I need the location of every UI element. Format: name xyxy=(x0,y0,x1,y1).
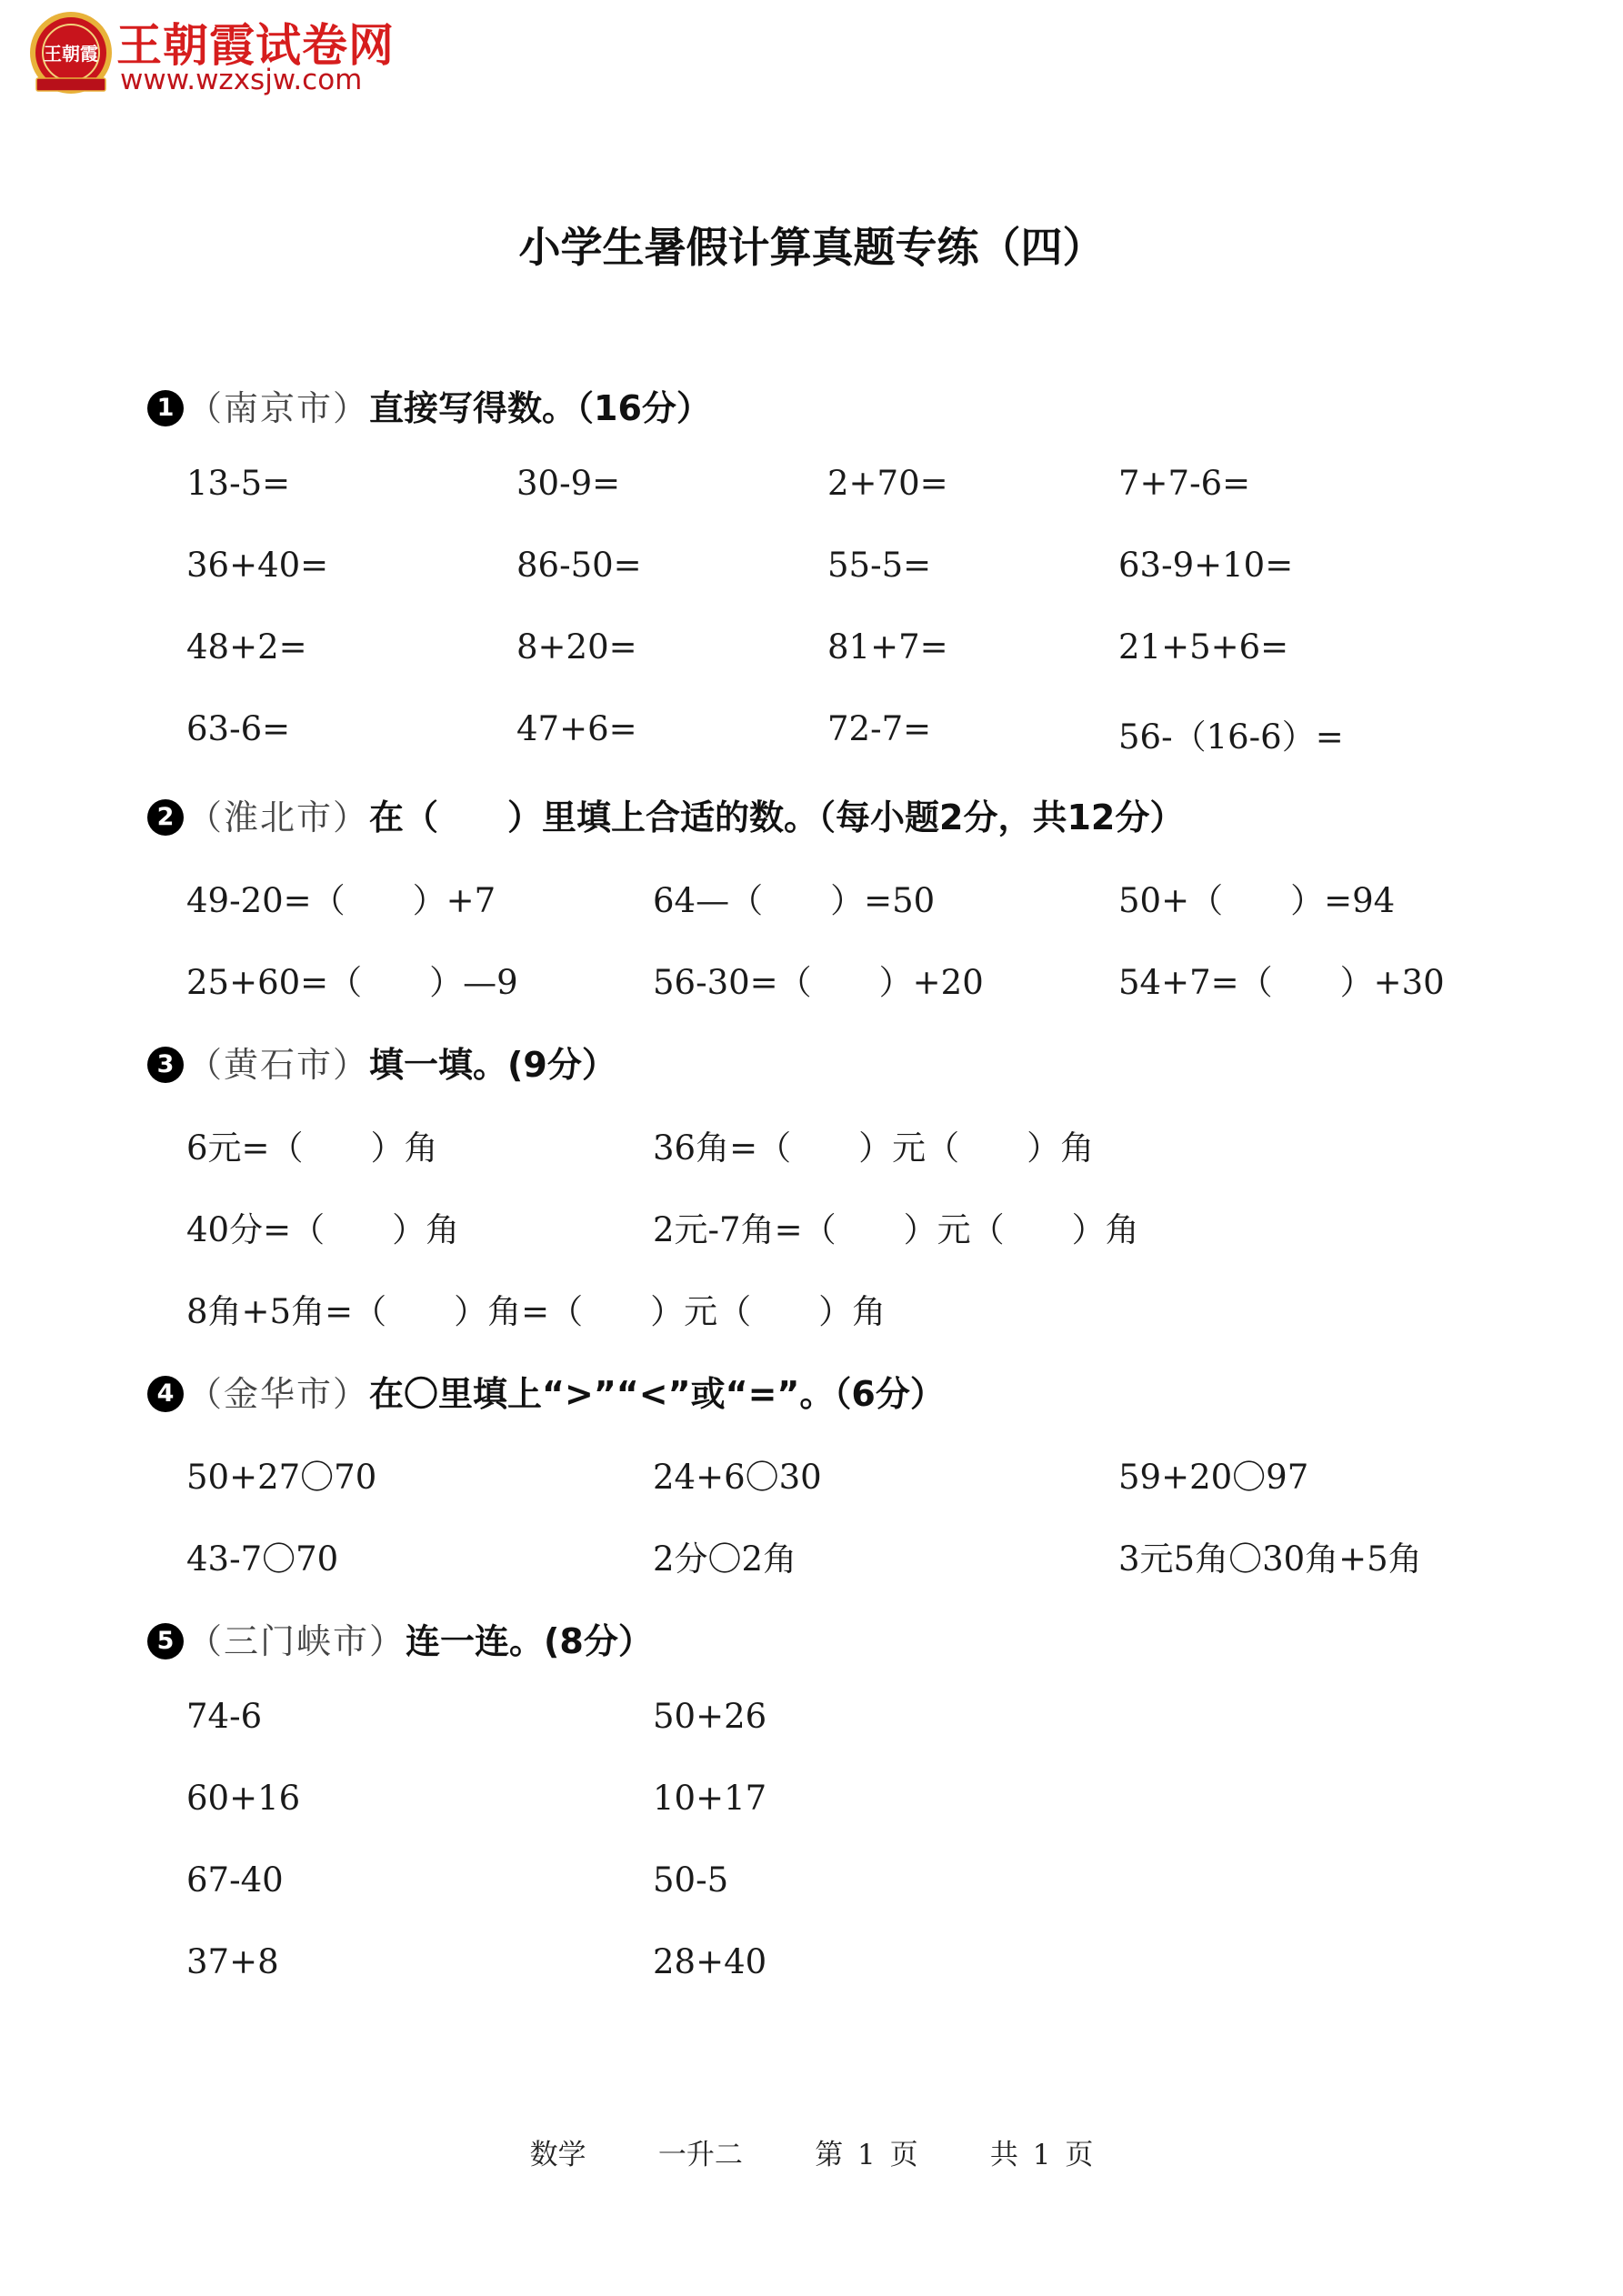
question-text: 直接写得数。（16分） xyxy=(369,388,711,428)
brand-url[interactable]: www.wzxsjw.com xyxy=(120,64,363,96)
q4-item: 2分〇2角 xyxy=(653,1539,797,1579)
q3-item: 2元-7角=（ ）元（ ）角 xyxy=(653,1210,1139,1249)
question-text: 填一填。(9分） xyxy=(369,1045,616,1085)
q1-item: 21+5+6= xyxy=(1118,627,1289,667)
q3-item: 36角=（ ）元（ ）角 xyxy=(653,1128,1095,1168)
question-city: （金华市） xyxy=(187,1374,370,1414)
q2-item: 25+60=（ ）—9 xyxy=(186,963,518,1002)
question-number-badge: 1 xyxy=(147,390,184,426)
q3-item: 40分=（ ）角 xyxy=(186,1210,460,1249)
q1-item: 30-9= xyxy=(516,464,621,503)
question-city: （淮北市） xyxy=(187,797,370,837)
page-footer xyxy=(0,2131,1623,2172)
q1-item: 86-50= xyxy=(516,546,642,585)
q1-item: 48+2= xyxy=(186,627,307,667)
q1-item: 63-9+10= xyxy=(1118,546,1294,585)
question-city: （黄石市） xyxy=(187,1045,370,1085)
question-city: （三门峡市） xyxy=(187,1621,406,1661)
question-3-heading xyxy=(147,1037,616,1087)
q5-left-item[interactable]: 67-40 xyxy=(186,1860,284,1900)
question-number-badge: 5 xyxy=(147,1623,184,1659)
q1-item: 13-5= xyxy=(186,464,291,503)
q1-item: 7+7-6= xyxy=(1118,464,1251,503)
q5-right-item[interactable]: 50+26 xyxy=(653,1697,767,1736)
q5-right-item[interactable]: 10+17 xyxy=(653,1779,767,1818)
question-number-badge: 2 xyxy=(147,799,184,836)
q4-item: 59+20〇97 xyxy=(1118,1458,1309,1497)
q1-item: 56-（16-6）= xyxy=(1118,717,1344,757)
footer-page-number: 第 1 页 xyxy=(815,2139,918,2171)
question-number-badge: 4 xyxy=(147,1376,184,1412)
footer-grade: 一升二 xyxy=(657,2139,743,2171)
question-city: （南京市） xyxy=(187,388,370,428)
question-number-badge: 3 xyxy=(147,1047,184,1083)
q5-left-item[interactable]: 74-6 xyxy=(186,1697,263,1736)
q1-item: 8+20= xyxy=(516,627,637,667)
q1-item: 55-5= xyxy=(827,546,932,585)
page-title: 小学生暑假计算真题专练（四） xyxy=(518,223,1105,272)
question-text: 连一连。(8分） xyxy=(406,1621,653,1661)
q4-item: 3元5角〇30角+5角 xyxy=(1118,1539,1422,1579)
q2-item: 64—（ ）=50 xyxy=(653,881,936,920)
q3-item: 6元=（ ）角 xyxy=(186,1128,438,1168)
q5-right-item[interactable]: 28+40 xyxy=(653,1942,767,1981)
q4-item: 43-7〇70 xyxy=(186,1539,339,1579)
footer-total-pages: 共 1 页 xyxy=(989,2139,1094,2171)
question-4-heading xyxy=(147,1366,945,1416)
q5-right-item[interactable]: 50-5 xyxy=(653,1860,729,1900)
q1-item: 36+40= xyxy=(186,546,329,585)
q2-item: 50+（ ）=94 xyxy=(1118,881,1396,920)
q1-item: 47+6= xyxy=(516,709,637,748)
question-text: 在〇里填上“>”“<”或“=”。（6分） xyxy=(369,1374,945,1414)
question-5-heading xyxy=(147,1613,653,1663)
footer-subject: 数学 xyxy=(529,2139,586,2171)
q5-left-item[interactable]: 37+8 xyxy=(186,1942,279,1981)
q1-item: 72-7= xyxy=(827,709,932,748)
brand-seal-logo xyxy=(27,9,115,96)
q4-item: 50+27〇70 xyxy=(186,1458,377,1497)
q1-item: 2+70= xyxy=(827,464,948,503)
question-2-heading xyxy=(147,789,1184,839)
q4-item: 24+6〇30 xyxy=(653,1458,822,1497)
question-1-heading xyxy=(147,380,711,430)
q1-item: 81+7= xyxy=(827,627,948,667)
q2-item: 49-20=（ ）+7 xyxy=(186,881,496,920)
q2-item: 56-30=（ ）+20 xyxy=(653,963,984,1002)
q2-item: 54+7=（ ）+30 xyxy=(1118,963,1445,1002)
brand-seal-text: 王朝霞 xyxy=(44,43,98,65)
question-text: 在（ ）里填上合适的数。（每小题2分，共12分） xyxy=(369,797,1185,837)
q3-item: 8角+5角=（ ）角=（ ）元（ ）角 xyxy=(186,1292,887,1331)
q5-left-item[interactable]: 60+16 xyxy=(186,1779,301,1818)
q1-item: 63-6= xyxy=(186,709,291,748)
brand-name: 王朝霞试卷网 xyxy=(116,19,395,72)
